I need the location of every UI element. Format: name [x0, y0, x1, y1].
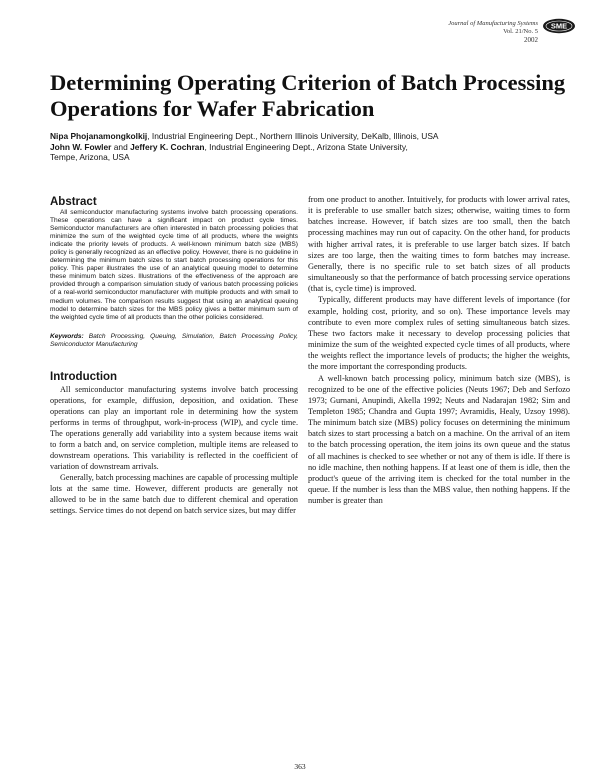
author-line-1: [50, 131, 565, 142]
author-and: and: [111, 141, 131, 152]
sme-logo-text: SME: [550, 21, 568, 31]
left-column: [50, 196, 298, 516]
author-affiliation-2: , Industrial Engineering Dept., Arizona State University,: [204, 141, 408, 152]
introduction-paragraph-1: All semiconductor manufacturing systems involve batch processing operations, for example, diffusion, deposition, and oxidation. These operations can play an important role in determining how the system performs in terms of throughput, work-in-process (WIP), and cycle time. The operations generally add variability into a system because items wait to form a batch and, on service completion, multiple items are released to downstream operations. This variability is reflected in the coefficient of variation of downstream arrivals.: [50, 384, 298, 471]
journal-header: [448, 20, 538, 44]
paper-title: Determining Operating Criterion of Batch Processing Operations for Wafer Fabrication: [50, 70, 566, 121]
author-name-1: Nipa Phojanamongkolkij: [50, 131, 148, 141]
author-line-2: [50, 142, 565, 153]
journal-name: Journal of Manufacturing Systems: [448, 20, 538, 27]
introduction-paragraph-2: Generally, batch processing machines are capable of processing multiple lots at the same time. However, different products are generally not allowed to be in the same batch due to different chemical and operation settings. Service times do not depend on batch service sizes, but may differ: [50, 473, 298, 516]
keywords-text: Batch Processing, Queuing, Simulation, Batch Processing Policy, Semiconductor Manufacturing: [50, 332, 298, 348]
abstract-text: All semiconductor manufacturing systems involve batch processing operations. These operations can have a significant impact on product cycle times. Semiconductor manufacturers are often interested in batch processing policies that minimize the sum of the weighted cycle time of all products, where the weights indicate the priority levels of products. A well-known minimum batch size (MBS) policy is generally recognized as an effective policy. However, there is no guideline in determining the minimum batch sizes to start batch processing operations for this policy. This paper illustrates the use of an analytical queuing model to determine these minimum batch sizes. Illustrations of the effectiveness of the approach are provided through a comparison simulation study of various batch processing policies of a real-world semiconductor manufacturer with multiple products and with small to medium volumes. The comparison results suggest that using an analytical queuing model to determine batch sizes for the MBS policy gives a better minimum sum of the weighted cycle time of all products than the other policies considered.: [50, 209, 298, 321]
right-paragraph-3: A well-known batch processing policy, minimum batch size (MBS), is recognized to be one of the effective policies (Neuts 1967; Deb and Serfozo 1973; Gurnani, Anupindi, Akella 1992; Neuts and Nadarajan 1982; Sim and Templeton 1985; Chandra and Gupta 1997; Avramidis, Healy, Uzsoy 1998). The minimum batch size (MBS) policy focuses on determining the minimum batch sizes to start processing a batch on a machine. On the arrival of an item to the batch processing operation, the item joins its own queue and the status of all machines is checked to see whether or not any of them is idle. If there is no idle machine, then nothing happens. If at least one of them is idle, then the product's queue of the arriving item is checked for the total number in the queue. If the number is less than the MBS value, then nothing happens. If the number is greater than: [308, 373, 570, 506]
author-affiliation-1: , Industrial Engineering Dept., Northern Illinois University, DeKalb, Illinois, USA: [147, 131, 439, 141]
introduction-heading: Introduction: [50, 370, 118, 383]
author-block: [50, 131, 565, 163]
right-paragraph-1: from one product to another. Intuitively, for products with lower arrival rates, it is preferable to use smaller batch sizes; otherwise, waiting times to form batches increase. However, if batch sizes are too small, then the batch processing machines may run out of capacity. On the other hand, for products with higher arrival rates, it is preferable to use larger batch sizes. If batch sizes are too large, then the waiting times to form batches may increase. Generally, there is no specific rule to set batch sizes of all products simultaneously so that the performance of batch processing service operations (that is, cycle time) is improved.: [308, 195, 570, 294]
keywords: [50, 333, 298, 349]
keywords-label: Keywords:: [50, 332, 84, 340]
abstract-heading: Abstract: [50, 196, 97, 208]
sme-logo: [542, 18, 576, 34]
author-line-3: Tempe, Arizona, USA: [50, 152, 130, 162]
right-paragraph-2: Typically, different products may have different levels of importance (for example, holding cost, priority, and so on). These importance levels may contribute to even more complex rules of setting simultaneous batch sizes. These two factors make it necessary to develop processing policies that minimize the sum of the weighted expected cycle times of all products, where the weights reflect the importance levels of products; the higher the weights, the more important the corresponding products.: [308, 295, 570, 372]
introduction-body: [50, 384, 298, 517]
right-column: [308, 194, 570, 506]
journal-volume: Vol. 21/No. 5: [503, 28, 538, 35]
journal-year: 2002: [524, 36, 538, 44]
author-name-2: John W. Fowler: [50, 141, 112, 152]
author-name-3: Jeffery K. Cochran: [130, 141, 205, 152]
page-number: 363: [294, 762, 306, 771]
